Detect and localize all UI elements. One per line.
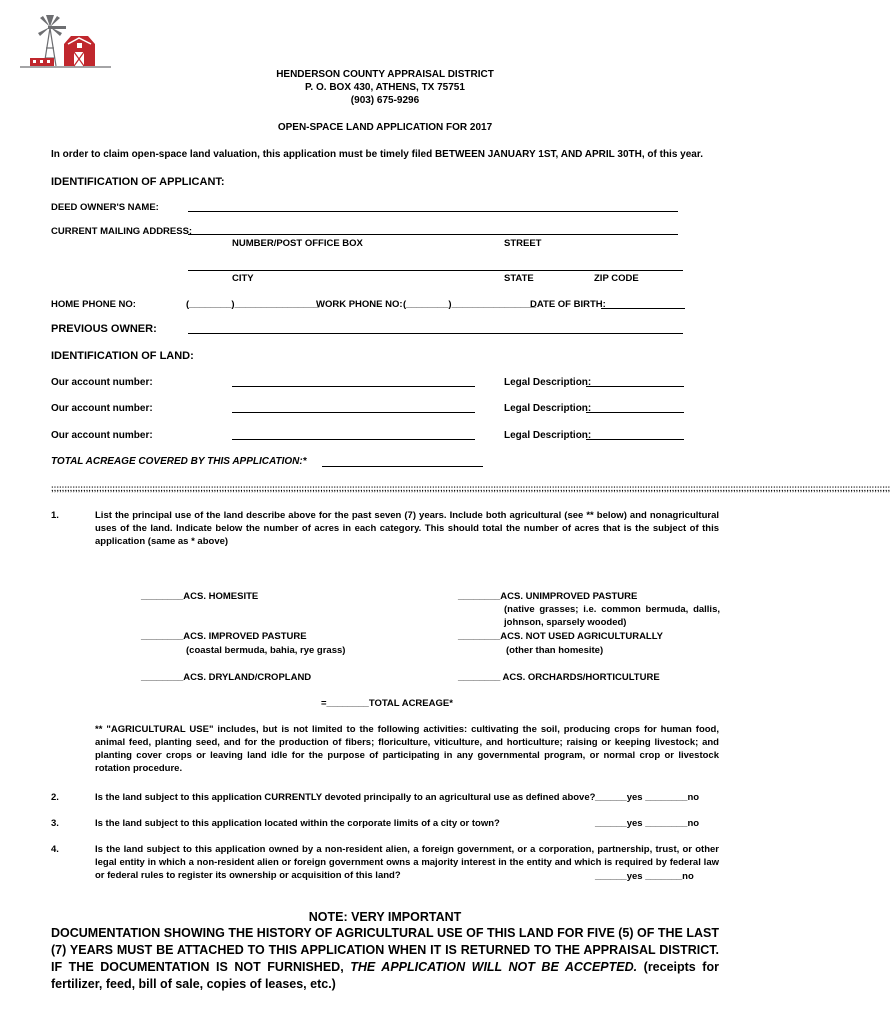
q3-yes-no[interactable]: ______yes ________no — [595, 818, 700, 829]
mailing-address-label: CURRENT MAILING ADDRESS: — [51, 226, 193, 237]
q4-number: 4. — [51, 844, 59, 855]
city-caption: CITY — [232, 273, 254, 284]
total-acreage-field[interactable] — [322, 453, 483, 465]
q2-yes-no[interactable]: ______yes ________no — [595, 792, 700, 803]
acs-improved-note: (coastal bermuda, bahia, rye grass) — [186, 645, 346, 656]
acs-orchards-horticulture: ________ ACS. ORCHARDS/HORTICULTURE — [458, 672, 660, 683]
note-body-receipts: (receipts for fertilizer, feed, bill of sale, copies of leases, etc.) — [51, 960, 719, 991]
q2-text: Is the land subject to this application CURRENTLY devoted principally to an agricultural use as defined above? — [95, 792, 596, 803]
legal-description-label-2: Legal Description: — [504, 403, 592, 414]
separator-line: ;;;;;;;;;;;;;;;;;;;;;;;;;;;;;;;;;;;;;;;;;;;;;;;;;;;;;;;;;;;;;;;;;;;;;;;;;;;;;;;;;;;;;;;;;;;;;;;;;;;;;;;;;;;;;;;;;;;;;;;;;;;;;;;;;;;;;;;;;;;;;;;;;;;;;;;;;;;;;;;;;;;;;;;;;;;;;;;;;;;;;;;;;;;;;;;;;;;;;;;;;;;;;;;;;;;;;;;;;;;;;;;;;;;;;;;;;;;;;;;;;;;;;;;;;;;;;;;;;;;;;;;;;;;;;;;;;;;;;;;;;;;;;;;;;;;;;;;;;;;;;;;;;;;;;;;;;;; — [51, 484, 890, 493]
legal-description-field-3[interactable] — [586, 426, 684, 438]
account-number-label-3: Our account number: — [51, 430, 153, 441]
street-caption: STREET — [504, 238, 542, 249]
zip-caption: ZIP CODE — [594, 273, 639, 284]
work-phone-label: WORK PHONE NO: — [316, 299, 403, 310]
account-number-line-3 — [232, 439, 475, 440]
total-acreage-line — [322, 466, 483, 467]
account-number-label-2: Our account number: — [51, 403, 153, 414]
acs-improved-pasture: ________ACS. IMPROVED PASTURE — [141, 631, 307, 642]
number-po-box-caption: NUMBER/POST OFFICE BOX — [232, 238, 363, 249]
legal-description-field-1[interactable] — [586, 373, 684, 385]
acs-unimproved-pasture: ________ACS. UNIMPROVED PASTURE — [458, 591, 638, 602]
previous-owner-line — [188, 333, 683, 334]
account-number-field-3[interactable] — [232, 426, 475, 438]
account-number-label-1: Our account number: — [51, 377, 153, 388]
form-title: OPEN-SPACE LAND APPLICATION FOR 2017 — [277, 122, 493, 133]
note-body-main: DOCUMENTATION SHOWING THE HISTORY OF AGRICULTURAL USE OF THIS LAND FOR FIVE (5) OF THE LAST (7) YEARS MUST BE ATTACHED TO THIS APPLICATION WHEN IT IS RETURNED TO THE APPRAISAL DISTRICT. IF THE DOCUMENTATION IS NOT FURNISHED, — [51, 926, 719, 974]
note-body — [51, 925, 719, 993]
city-line — [188, 270, 683, 271]
acs-unimproved-note: (native grasses; i.e. common bermuda, dallis, johnson, sparsely wooded) — [504, 604, 720, 628]
land-heading: IDENTIFICATION OF LAND: — [51, 350, 194, 362]
account-number-line-2 — [232, 412, 475, 413]
account-number-line-1 — [232, 386, 475, 387]
logo-windmill-barn — [18, 14, 113, 70]
deed-owner-label: DEED OWNER'S NAME: — [51, 202, 159, 213]
note-title: NOTE: VERY IMPORTANT — [308, 910, 462, 924]
total-acreage-label: TOTAL ACREAGE COVERED BY THIS APPLICATION:* — [51, 456, 307, 467]
q1-text: List the principal use of the land describe above for the past seven (7) years. Include both agricultural (see ** below) and nonagricultural uses of the land. Indicate below the number of acres in each category. This should total the number of acres that is the subject of this application (same as * above) — [95, 510, 719, 547]
q3-text: Is the land subject to this application located within the corporate limits of a city or town? — [95, 818, 500, 829]
previous-owner-label: PREVIOUS OWNER: — [51, 323, 157, 335]
q4-yes-no[interactable]: ______yes _______no — [595, 871, 694, 882]
acs-dryland-cropland: ________ACS. DRYLAND/CROPLAND — [141, 672, 312, 683]
org-phone: (903) 675-9296 — [350, 95, 420, 106]
home-phone-label: HOME PHONE NO: — [51, 299, 136, 310]
q3-number: 3. — [51, 818, 59, 829]
previous-owner-field[interactable] — [190, 320, 680, 332]
legal-description-line-3 — [586, 439, 684, 440]
intro-text: In order to claim open-space land valuation, this application must be timely filed BETWEEN JANUARY 1ST, AND APRIL 30TH, of this year. — [51, 149, 703, 160]
legal-description-field-2[interactable] — [586, 399, 684, 411]
total-acreage-sum: =________TOTAL ACREAGE* — [321, 698, 453, 709]
account-number-field-1[interactable] — [232, 373, 475, 385]
note-body-emphasis: THE APPLICATION WILL NOT BE ACCEPTED. — [350, 960, 638, 974]
q4-text: Is the land subject to this application owned by a non-resident alien, a foreign government, or a corporation, partnership, trust, or other legal entity in which a non-resident alien or foreign government owns a majority interest in the entity and which is required by federal law or federal rules to register its ownership or acquisition of this land? — [95, 844, 719, 881]
acs-not-used: ________ACS. NOT USED AGRICULTURALLY — [458, 631, 664, 642]
deed-owner-field[interactable] — [190, 198, 676, 210]
legal-description-label-3: Legal Description: — [504, 430, 592, 441]
city-state-zip-field[interactable] — [190, 257, 680, 269]
dob-line — [601, 308, 685, 309]
org-address: P. O. BOX 430, ATHENS, TX 75751 — [305, 82, 465, 93]
mailing-address-field[interactable] — [190, 221, 676, 233]
legal-description-line-1 — [586, 386, 684, 387]
q1-number: 1. — [51, 510, 59, 521]
acs-not-used-note: (other than homesite) — [506, 645, 604, 656]
acs-homesite: ________ACS. HOMESITE — [141, 591, 259, 602]
account-number-field-2[interactable] — [232, 399, 475, 411]
dob-label: DATE OF BIRTH: — [530, 299, 606, 310]
dob-field[interactable] — [601, 295, 685, 307]
deed-owner-line — [188, 211, 678, 212]
mailing-address-line — [188, 234, 678, 235]
legal-description-label-1: Legal Description: — [504, 377, 592, 388]
state-caption: STATE — [504, 273, 534, 284]
work-phone-field[interactable]: (________)________________ — [403, 299, 537, 310]
agricultural-use-note: ** "AGRICULTURAL USE" includes, but is not limited to the following activities: cultivating the soil, producing crops for human food, animal feed, planting seed, and for the production of fibers; floriculture, viticulture, and horticulture; raising or keeping livestock; and planting cover crops or leaving land idle for the purpose of participating in any governmental program, or normal crop or livestock rotation procedure. — [95, 724, 719, 774]
q2-number: 2. — [51, 792, 59, 803]
org-name: HENDERSON COUNTY APPRAISAL DISTRICT — [276, 69, 494, 80]
home-phone-field[interactable]: (________)________________ — [186, 299, 320, 310]
applicant-heading: IDENTIFICATION OF APPLICANT: — [51, 176, 225, 188]
legal-description-line-2 — [586, 412, 684, 413]
